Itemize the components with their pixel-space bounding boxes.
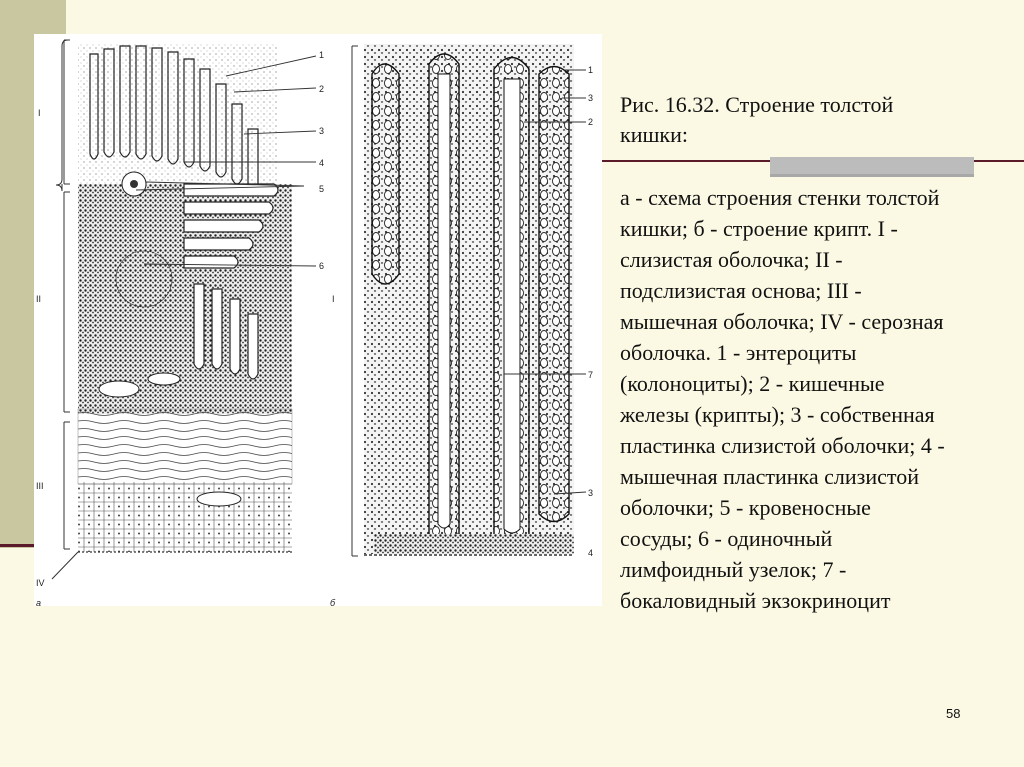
histology-figure (34, 34, 602, 606)
description-line: бокаловидный экзокриноцит (620, 588, 891, 613)
description-line: кишки; б - строение крипт. I - (620, 216, 898, 241)
panel-a-brackets (52, 40, 78, 579)
description-line: слизистая оболочка; II - (620, 247, 843, 272)
panel-a-callout: 4 (319, 158, 325, 168)
slide-title (620, 90, 1010, 150)
panel-a-layer-label: IV (36, 578, 45, 588)
title-line: кишки: (620, 122, 688, 147)
description-line: а - схема строения стенки толстой (620, 185, 940, 210)
panel-b-bracket (352, 46, 358, 556)
panel-a-layer-label: II (36, 294, 42, 304)
panel-a-layer-label: I (38, 108, 41, 118)
slide-description (620, 182, 1010, 616)
panel-a-callout-numbers (319, 50, 324, 271)
panel-a-layer-label: III (36, 481, 44, 491)
panel-a-caption: а (36, 598, 42, 606)
panel-a-layer-labels (36, 108, 45, 588)
description-line: (колоноциты); 2 - кишечные (620, 371, 885, 396)
description-line: пластинка слизистой оболочки; 4 - (620, 433, 945, 458)
title-accent-bar (770, 157, 974, 177)
description-line: подслизистая основа; III - (620, 278, 862, 303)
title-line: Рис. 16.32. Строение толстой (620, 92, 894, 117)
page-number: 58 (946, 706, 961, 721)
description-line: оболочка. 1 - энтероциты (620, 340, 857, 365)
description-line: сосуды; 6 - одиночный (620, 526, 833, 551)
panel-b-callout: 3 (588, 93, 594, 103)
panel-b-drawing (364, 44, 574, 555)
panel-b-layer-label: I (332, 294, 335, 304)
panel-a-callout: 6 (319, 261, 325, 271)
panel-b-callout: 3 (588, 488, 594, 498)
panel-a-callout: 1 (319, 50, 325, 60)
panel-a-callout: 2 (319, 84, 325, 94)
left-divider-rule (0, 544, 34, 547)
description-line: мышечная оболочка; IV - серозная (620, 309, 944, 334)
description-line: лимфоидный узелок; 7 - (620, 557, 847, 582)
description-line: мышечная пластинка слизистой (620, 464, 919, 489)
panel-b-callout: 1 (588, 65, 594, 75)
panel-a-drawing (78, 44, 292, 552)
panel-b-callout: 2 (588, 117, 594, 127)
histology-illustration (34, 34, 602, 606)
panel-b-callout-numbers (588, 65, 593, 558)
description-line: оболочки; 5 - кровеносные (620, 495, 871, 520)
panel-a-callout: 5 (319, 184, 325, 194)
description-line: железы (крипты); 3 - собственная (620, 402, 935, 427)
panel-b-caption: б (330, 598, 336, 606)
panel-b-callout: 4 (588, 548, 594, 558)
panel-b-callout: 7 (588, 370, 594, 380)
panel-a-callout: 3 (319, 126, 325, 136)
